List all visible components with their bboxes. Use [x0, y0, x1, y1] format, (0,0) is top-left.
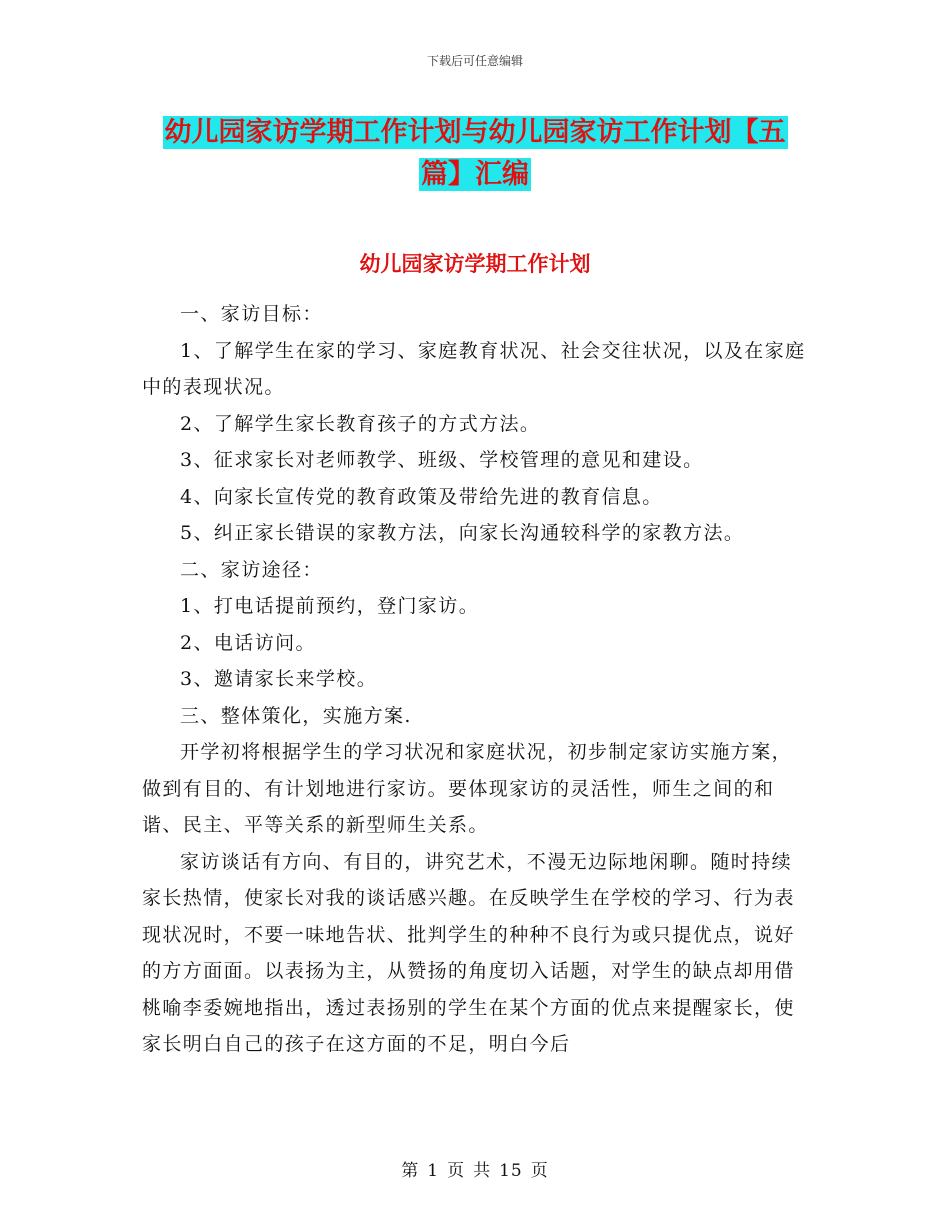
approach-item: 2、电话访问。 [180, 631, 316, 654]
goal-item: 1、了解学生在家的学习、家庭教育状况、社会交往状况，以及在家庭中的表现状况。 [142, 339, 806, 398]
body-paragraph: 开学初将根据学生的学习状况和家庭状况，初步制定家访实施方案，做到有目的、有计划地进行家访。要体现家访的灵活性，师生之间的和谐、民主、平等关系的新型师生关系。 [142, 741, 793, 836]
page-footer [0, 1156, 950, 1181]
document-body [142, 296, 810, 1063]
page-label-prefix: 第 [401, 1161, 420, 1181]
goal-item: 5、纠正家长错误的家教方法，向家长沟通较科学的家教方法。 [180, 522, 745, 544]
header-note: 下载后可任意编辑 [426, 54, 523, 68]
heading-plan: 三、整体策化，实施方案. [180, 704, 412, 727]
document-title [140, 112, 810, 196]
total-prefix: 共 [473, 1161, 492, 1181]
heading-goals: 一、家访目标： [180, 303, 323, 325]
approach-item: 3、邀请家长来学校。 [180, 668, 378, 690]
body-paragraph: 家访谈话有方向、有目的，讲究艺术，不漫无边际地闲聊。随时持续家长热情，使家长对我的谈话感兴趣。在反映学生在学校的学习、行为表现状况时，不要一味地告状、批判学生的种种不良行为或只提优点，说好的方方面面。以表扬为主，从赞扬的角度切入话题，对学生的缺点却用借桃喻李委婉地指出，透过表扬别的学生在某个方面的优点来提醒家长，使家长明白自己的孩子在这方面的不足，明白今后 [142, 850, 795, 1055]
title-line-1: 幼儿园家访学期工作计划与幼儿园家访工作计划【五 [164, 117, 786, 148]
title-line-2: 篇】汇编 [421, 159, 529, 190]
approach-item: 1、打电话提前预约，登门家访。 [180, 595, 480, 617]
total-suffix: 页 [530, 1161, 549, 1181]
goal-item: 2、了解学生家长教育孩子的方式方法。 [180, 412, 541, 435]
goal-item: 3、征求家长对老师教学、班级、学校管理的意见和建设。 [180, 449, 704, 471]
page-label-mid: 页 [447, 1161, 466, 1181]
heading-approaches: 二、家访途径： [180, 558, 323, 581]
section-title: 幼儿园家访学期工作计划 [359, 252, 591, 276]
page-number: 1 [427, 1161, 440, 1181]
total-pages: 15 [499, 1161, 523, 1181]
goal-item: 4、向家长宣传党的教育政策及带给先进的教育信息。 [180, 485, 663, 508]
